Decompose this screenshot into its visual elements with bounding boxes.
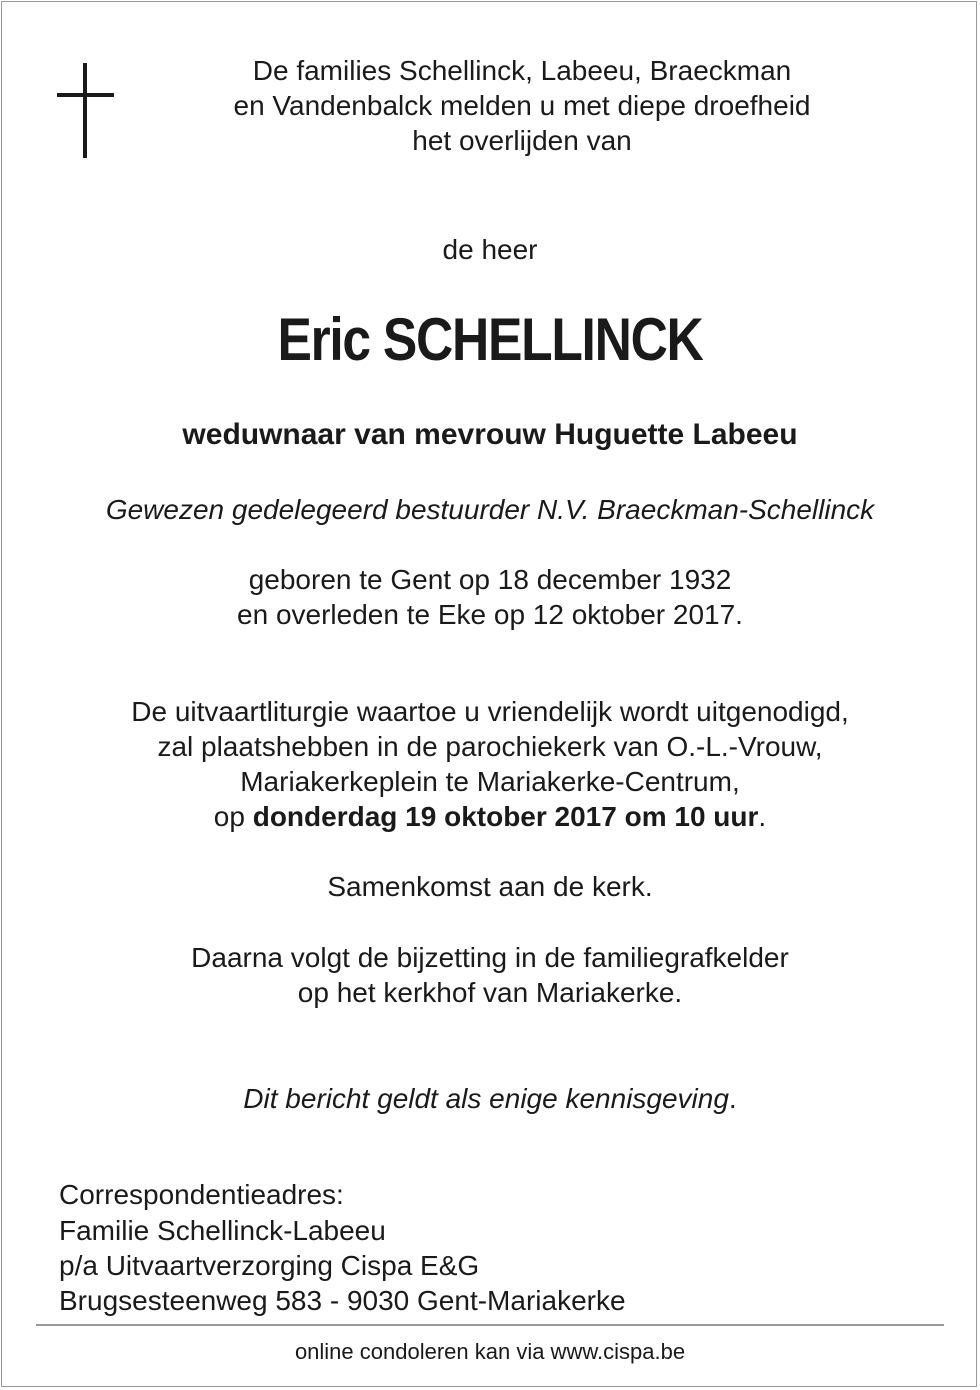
correspondence-line-3: Brugsesteenweg 583 - 9030 Gent-Mariakerke	[59, 1285, 626, 1316]
position-line: Gewezen gedelegeerd bestuurder N.V. Braeckman-Schellinck	[105, 494, 875, 525]
death-line: en overleden te Eke op 12 oktober 2017.	[237, 599, 743, 630]
burial-line-2: op het kerkhof van Mariakerke.	[297, 977, 683, 1008]
funeral-date-prefix: op	[213, 801, 253, 832]
notice-line	[0, 1082, 980, 1116]
funeral-line-1: De uitvaartliturgie waartoe u vriendelijk wordt uitgenodigd,	[131, 696, 849, 727]
notice-suffix: .	[728, 1083, 737, 1114]
intro-line-2: en Vandenbalck melden u met diepe droefheid	[233, 90, 811, 121]
funeral-line-2: zal plaatshebben in de parochiekerk van O.-L.-Vrouw,	[157, 731, 823, 762]
birth-line: geboren te Gent op 18 december 1932	[248, 564, 732, 595]
intro-line-3: het overlijden van	[412, 125, 632, 156]
funeral-date-suffix: .	[758, 801, 767, 832]
cross-icon	[57, 63, 114, 158]
correspondence-heading: Correspondentieadres:	[59, 1179, 344, 1210]
funeral-line-3: Mariakerkeplein te Mariakerke-Centrum,	[240, 766, 740, 797]
gathering-line: Samenkomst aan de kerk.	[327, 871, 653, 902]
intro-line-1: De families Schellinck, Labeeu, Braeckman	[252, 55, 792, 86]
notice-italic: Dit bericht geldt als enige kennisgeving	[243, 1083, 729, 1114]
salutation: de heer	[442, 234, 538, 265]
footer-text: online condoleren kan via www.cispa.be	[294, 1339, 686, 1364]
widow-line: weduwnaar van mevrouw Huguette Labeeu	[182, 418, 798, 451]
funeral-date: donderdag 19 oktober 2017 om 10 uur	[252, 801, 759, 832]
correspondence-line-2: p/a Uitvaartverzorging Cispa E&G	[59, 1250, 480, 1281]
funeral-date-line	[0, 800, 980, 834]
correspondence-line-1: Familie Schellinck-Labeeu	[59, 1215, 386, 1246]
footer-divider	[36, 1324, 944, 1326]
deceased-name: Eric SCHELLINCK	[277, 306, 703, 373]
burial-line-1: Daarna volgt de bijzetting in de familiegrafkelder	[191, 942, 789, 973]
